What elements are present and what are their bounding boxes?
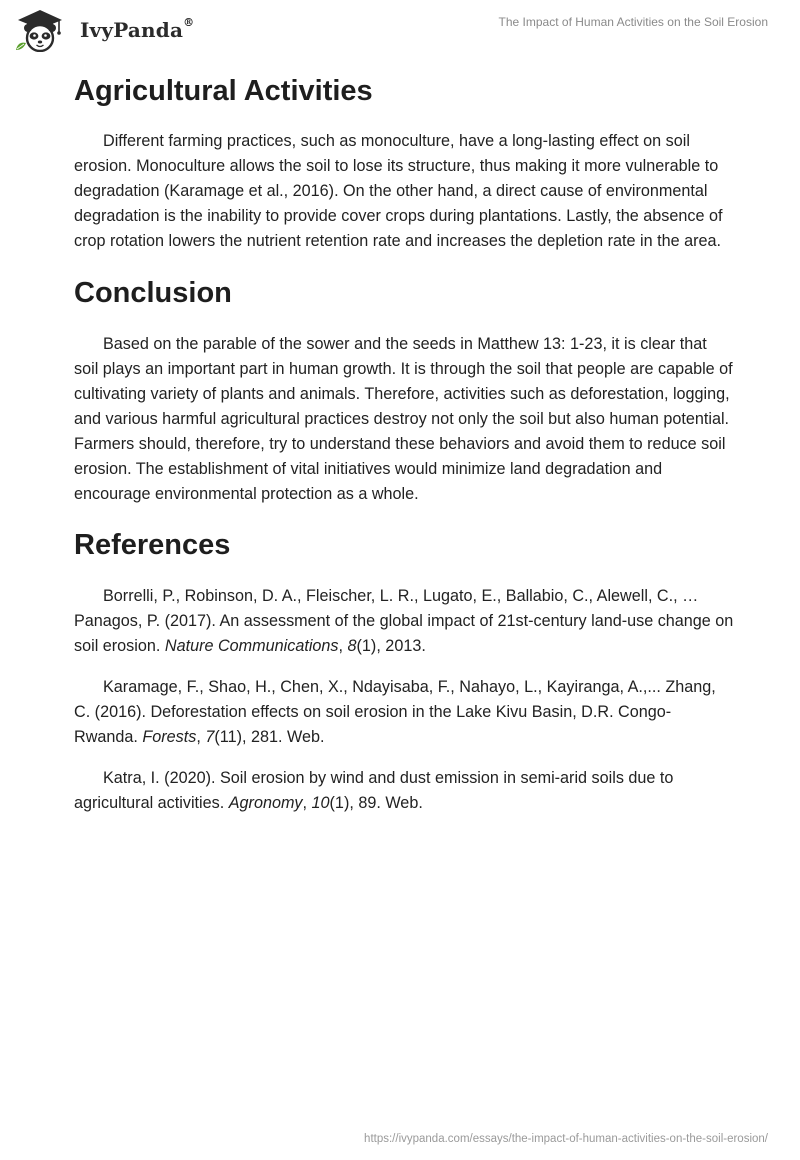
section-agricultural-activities <box>74 72 734 254</box>
ivypanda-logo[interactable] <box>14 8 194 52</box>
logo-text: IvyPanda <box>80 18 184 42</box>
reference-volume: 7 <box>205 728 215 746</box>
reference-volume: 8 <box>347 637 357 655</box>
reference-separator: , <box>338 637 348 655</box>
section-heading: Conclusion <box>74 277 232 309</box>
reference-journal: Forests <box>142 728 197 746</box>
panda-graduate-icon <box>14 8 76 52</box>
body-paragraph: Based on the parable of the sower and the seeds in Matthew 13: 1-23, it is clear that soil plays an important part in human growth. It is through the soil that people are capable of cultivating variety of plants and animals. Therefore, activities such as deforestation, logging, and various harmful agricultural practices destroy not only the soil but also human potential. Farmers should, therefore, try to understand these behaviors and avoid them to reduce soil erosion. The establishment of vital initiatives would minimize land degradation and encourage environmental protection as a whole. <box>74 335 733 503</box>
reference-separator: , <box>196 728 206 746</box>
reference-journal: Nature Communications <box>164 637 339 655</box>
registered-mark: ® <box>183 16 195 30</box>
reference-issue: (11), 281. Web. <box>214 728 325 746</box>
reference-issue: (1), 89. Web. <box>329 794 423 812</box>
reference-entry <box>74 675 734 750</box>
logo-wordmark <box>80 18 194 42</box>
reference-entry <box>74 766 734 816</box>
document-title: The Impact of Human Activities on the Soil Erosion <box>498 15 768 29</box>
section-conclusion <box>74 274 734 507</box>
reference-volume: 10 <box>311 794 330 812</box>
body-paragraph: Different farming practices, such as monoculture, have a long-lasting effect on soil erosion. Monoculture allows the soil to lose its structure, thus making it more vulnerable to degradation (Karamage et al., 2016). On the other hand, a direct cause of environmental degradation is the inability to provide cover crops during plantations. Lastly, the absence of crop rotation lowers the nutrient retention rate and increases the depletion rate in the area. <box>74 132 723 250</box>
page-header <box>0 0 800 64</box>
reference-issue: (1), 2013. <box>356 637 426 655</box>
source-url[interactable]: https://ivypanda.com/essays/the-impact-of-human-activities-on-the-soil-erosion/ <box>364 1133 768 1145</box>
reference-text: Katra, I. (2020). Soil erosion by wind and dust emission in semi-arid soils due to agricultural activities. <box>74 769 674 812</box>
reference-text: Borrelli, P., Robinson, D. A., Fleischer, L. R., Lugato, E., Ballabio, C., Alewell, C., … Panagos, P. (2017). An assessment of the global impact of 21st-century land-use change on soil erosion. <box>74 587 734 655</box>
document-body <box>74 72 734 832</box>
reference-text: Karamage, F., Shao, H., Chen, X., Ndayisaba, F., Nahayo, L., Kayiranga, A.,... Zhang, C. (2016). Deforestation effects on soil erosion in the Lake Kivu Basin, D.R. Congo-Rwanda. <box>74 678 716 746</box>
section-heading: References <box>74 529 231 561</box>
section-heading: Agricultural Activities <box>74 75 373 107</box>
reference-journal: Agronomy <box>228 794 303 812</box>
section-references <box>74 526 734 816</box>
reference-entry <box>74 584 734 659</box>
reference-separator: , <box>302 794 312 812</box>
